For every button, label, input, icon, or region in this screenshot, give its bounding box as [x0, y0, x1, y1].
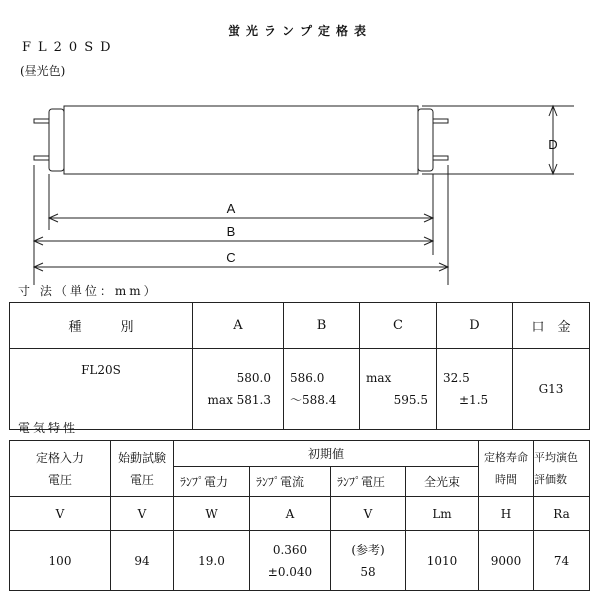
label-b: B: [226, 224, 236, 239]
cell-cri: 74: [534, 531, 590, 591]
model-name: FL20SD: [22, 40, 118, 55]
pin: [34, 156, 49, 160]
header-lamp-current: ﾗﾝﾌﾟ電流: [250, 467, 331, 497]
tube-body: [64, 106, 418, 174]
cell-base: G13: [513, 349, 590, 430]
electrical-table: [9, 440, 590, 591]
header-initial: 初期値: [174, 441, 479, 467]
cell-start-voltage: 94: [111, 531, 174, 591]
cell-lumen: 1010: [406, 531, 479, 591]
cell-lamp-power: 19.0: [174, 531, 250, 591]
cell-d: 32.5 ±1.5: [437, 349, 513, 430]
dimensions-heading: 寸 法（単位：mm）: [18, 284, 159, 298]
unit: Lm: [406, 497, 479, 531]
cell-a: 580.0 max 581.3: [193, 349, 284, 430]
page-title: 蛍光ランプ定格表: [227, 24, 372, 38]
units-row: [10, 497, 590, 531]
unit: A: [250, 497, 331, 531]
pin: [433, 156, 448, 160]
label-a: A: [226, 201, 236, 216]
cell-c: max 595.5: [360, 349, 437, 430]
pin: [34, 119, 49, 123]
header-b: B: [284, 303, 360, 349]
header-start-voltage: 始動試験 電圧: [111, 441, 174, 497]
cell-type: FL20S: [10, 349, 193, 430]
header-lumen: 全光束: [406, 467, 479, 497]
lamp-diagram: [0, 0, 600, 290]
header-type: 種 別: [10, 303, 193, 349]
table-row: [10, 531, 590, 591]
header-rated-voltage: 定格入力 電圧: [10, 441, 111, 497]
cell-life: 9000: [479, 531, 534, 591]
dimensions-table: [9, 302, 590, 430]
header-lamp-power: ﾗﾝﾌﾟ電力: [174, 467, 250, 497]
unit: V: [111, 497, 174, 531]
header-d: D: [437, 303, 513, 349]
left-cap: [49, 109, 64, 171]
unit: H: [479, 497, 534, 531]
table-row: [10, 349, 590, 430]
header-life: 定格寿命 時間: [479, 441, 534, 497]
electrical-heading: 電気特性: [18, 421, 79, 435]
cell-lamp-current: 0.360 ±0.040: [250, 531, 331, 591]
color-note: (昼光色): [20, 64, 66, 78]
right-cap: [418, 109, 433, 171]
header-a: A: [193, 303, 284, 349]
unit: V: [331, 497, 406, 531]
header-base: 口 金: [513, 303, 590, 349]
pin: [433, 119, 448, 123]
header-lamp-voltage: ﾗﾝﾌﾟ電圧: [331, 467, 406, 497]
table-header-row: [10, 303, 590, 349]
label-d: D: [548, 137, 558, 152]
cell-lamp-voltage: (参考) 58: [331, 531, 406, 591]
cell-b: 586.0 ～588.4: [284, 349, 360, 430]
unit: V: [10, 497, 111, 531]
unit: Ra: [534, 497, 590, 531]
header-cri: 平均演色 評価数: [534, 441, 590, 497]
header-c: C: [360, 303, 437, 349]
cell-rated-voltage: 100: [10, 531, 111, 591]
label-c: C: [226, 250, 236, 265]
unit: W: [174, 497, 250, 531]
